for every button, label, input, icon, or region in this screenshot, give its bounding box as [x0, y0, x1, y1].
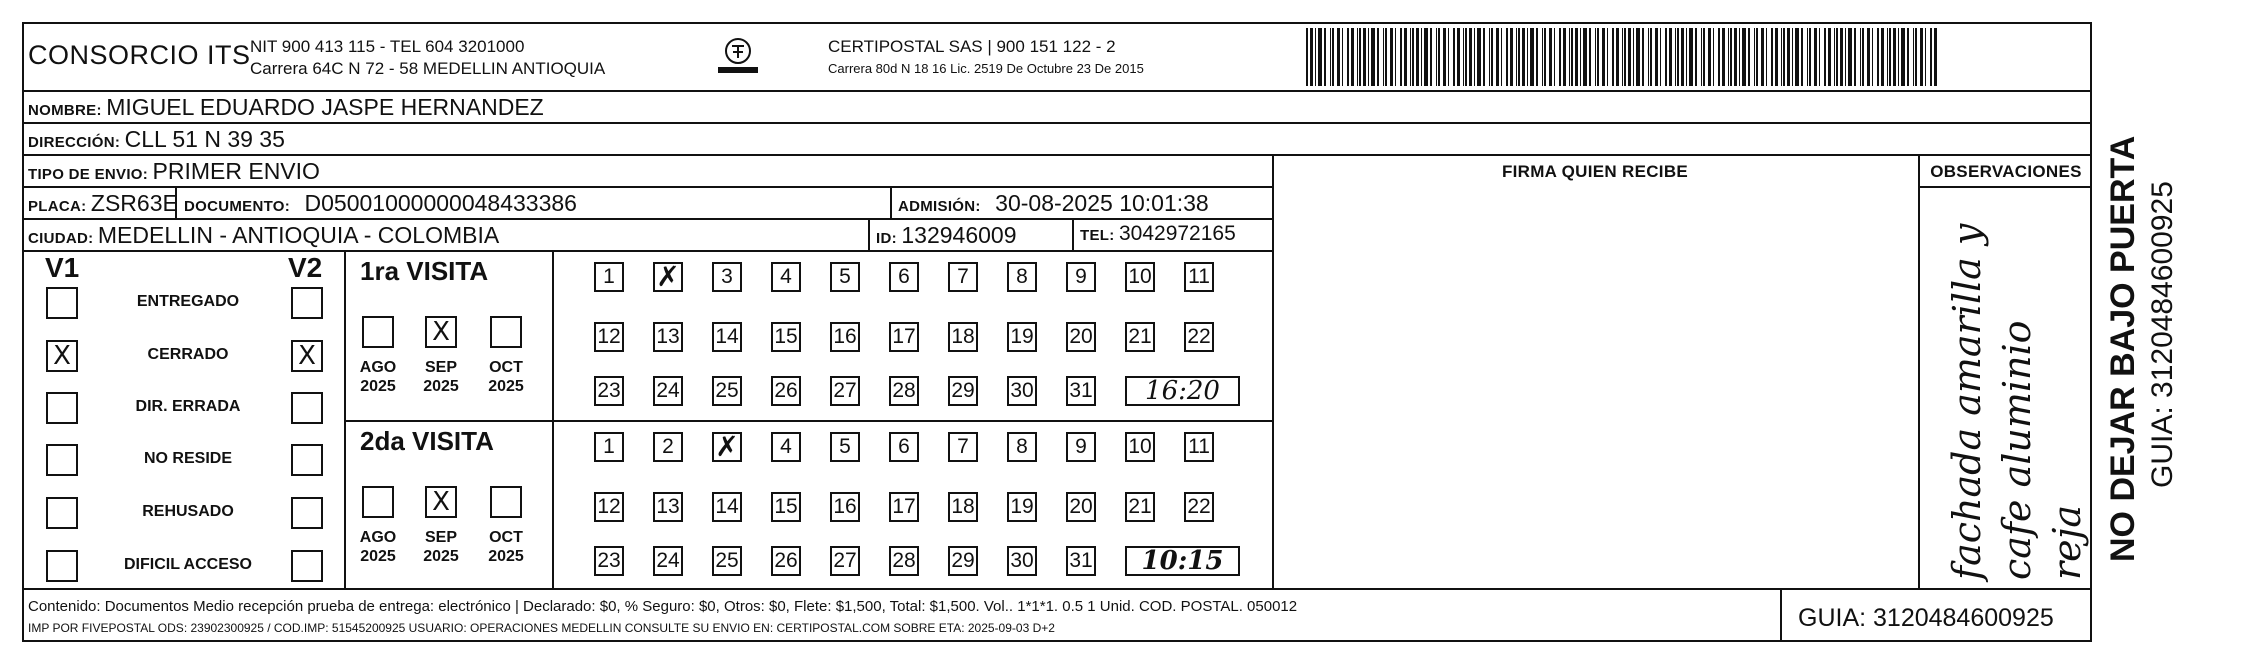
visit-day-box[interactable]: 20: [1066, 322, 1096, 352]
visit-title: 2da VISITA: [360, 426, 494, 456]
documento-field: [184, 190, 577, 217]
visit-day-box[interactable]: 22: [1184, 492, 1214, 522]
visit-month-label: [481, 528, 531, 566]
status-label: ENTREGADO: [136, 293, 240, 310]
status-v2-checkbox[interactable]: [291, 392, 323, 424]
status-v1-checkbox[interactable]: [46, 392, 78, 424]
visit-day-box[interactable]: 30: [1007, 376, 1037, 406]
visit-day-box[interactable]: 24: [653, 546, 683, 576]
month-name: SEP: [424, 529, 457, 546]
visit-day-box[interactable]: 6: [889, 262, 919, 292]
visit-day-box[interactable]: ✗: [712, 432, 742, 462]
visit-day-box[interactable]: 12: [594, 492, 624, 522]
visit-month-checkbox[interactable]: [490, 486, 522, 518]
visit-day-box[interactable]: 2: [653, 432, 683, 462]
month-name: SEP: [424, 359, 457, 376]
observacion-line-1: fachada amarilla y: [1945, 223, 1989, 580]
month-name: AGO: [359, 529, 397, 546]
visit-day-box[interactable]: 26: [771, 376, 801, 406]
no-dejar-bajo-puerta: NO DEJAR BAJO PUERTA: [2104, 135, 2142, 562]
visit-day-box[interactable]: 31: [1066, 546, 1096, 576]
status-label: DIFICIL ACCESO: [123, 556, 252, 573]
visit-month-label: [353, 528, 403, 566]
visit-day-box[interactable]: 10: [1125, 432, 1155, 462]
month-year: 2025: [360, 378, 396, 395]
visit-day-box[interactable]: 20: [1066, 492, 1096, 522]
placa-value: ZSR63E: [90, 190, 178, 216]
visit-day-box[interactable]: 17: [889, 322, 919, 352]
visit-day-box[interactable]: 15: [771, 492, 801, 522]
v1-label: V1: [45, 252, 80, 283]
visit-day-box[interactable]: 6: [889, 432, 919, 462]
visit-day-box[interactable]: 14: [712, 492, 742, 522]
visit-day-box[interactable]: 18: [948, 492, 978, 522]
visit-day-box[interactable]: 24: [653, 376, 683, 406]
nombre-label: NOMBRE:: [28, 102, 102, 119]
visit-day-box[interactable]: 28: [889, 376, 919, 406]
ciudad-row: [28, 222, 499, 249]
tel-label: TEL:: [1080, 227, 1115, 244]
nombre-value: MIGUEL EDUARDO JASPE HERNANDEZ: [106, 94, 544, 120]
visit-month-label: [416, 528, 466, 566]
visit-month-checkbox[interactable]: [362, 486, 394, 518]
visit-day-box[interactable]: 5: [830, 432, 860, 462]
status-v1-checkbox[interactable]: X: [46, 340, 78, 372]
id-field: [876, 222, 1016, 249]
status-v1-checkbox[interactable]: [46, 287, 78, 319]
status-v1-checkbox[interactable]: [46, 444, 78, 476]
visit-day-box[interactable]: 29: [948, 376, 978, 406]
visit-month-checkbox[interactable]: X: [425, 316, 457, 348]
footer-contenido: Contenido: Documentos Medio recepción prueba de entrega: electrónico | Declarado: $0, % Seguro: $0, Otros: $0, Flete: $1,500, Total: $1,500. Vol.. 1*1*1. 0.5 1 Unid. COD. POSTAL. 050012: [28, 598, 1298, 615]
company-address-line: Carrera 64C N 72 - 58 MEDELLIN ANTIOQUIA: [250, 59, 606, 78]
observacion-line-3: reja: [2045, 504, 2089, 580]
firma-area[interactable]: [1272, 186, 1918, 588]
month-name: AGO: [359, 359, 397, 376]
observaciones-label: OBSERVACIONES: [1930, 162, 2082, 181]
status-label: NO RESIDE: [143, 450, 232, 467]
direccion-value: CLL 51 N 39 35: [124, 126, 285, 152]
visit-day-box[interactable]: 3: [712, 262, 742, 292]
visit-day-box[interactable]: 18: [948, 322, 978, 352]
visit-day-box[interactable]: 9: [1066, 432, 1096, 462]
visit-day-box[interactable]: 14: [712, 322, 742, 352]
visit-day-box[interactable]: 29: [948, 546, 978, 576]
status-v2-checkbox[interactable]: [291, 287, 323, 319]
status-v1-checkbox[interactable]: [46, 550, 78, 582]
visit-day-box[interactable]: 5: [830, 262, 860, 292]
status-label: CERRADO: [147, 346, 229, 363]
visit-day-box[interactable]: 31: [1066, 376, 1096, 406]
visit-month-checkbox[interactable]: [362, 316, 394, 348]
month-year: 2025: [423, 378, 459, 395]
placa-row: [28, 190, 178, 217]
status-v2-checkbox[interactable]: [291, 497, 323, 529]
admision-label: ADMISIÓN:: [898, 198, 981, 215]
direccion-row: [28, 126, 285, 153]
month-year: 2025: [488, 548, 524, 565]
visit-day-box[interactable]: 7: [948, 432, 978, 462]
status-label: REHUSADO: [142, 503, 234, 520]
firma-label: FIRMA QUIEN RECIBE: [1501, 162, 1689, 181]
certipostal-address-line: Carrera 80d N 18 16 Lic. 2519 De Octubre 23 De 2015: [828, 61, 1144, 76]
month-name: OCT: [489, 359, 523, 376]
tipo-envio-value: PRIMER ENVIO: [152, 158, 320, 184]
visit-day-box[interactable]: 21: [1125, 492, 1155, 522]
month-name: OCT: [489, 529, 523, 546]
visit-day-box[interactable]: 17: [889, 492, 919, 522]
visit-day-box[interactable]: 27: [830, 546, 860, 576]
visit-day-box[interactable]: 16: [830, 322, 860, 352]
visit-day-box[interactable]: 23: [594, 546, 624, 576]
visit-month-label: [416, 358, 466, 396]
visit-day-box[interactable]: 15: [771, 322, 801, 352]
status-v2-checkbox[interactable]: [291, 550, 323, 582]
visit-day-box[interactable]: 30: [1007, 546, 1037, 576]
visit-day-box[interactable]: 4: [771, 432, 801, 462]
visit-day-box[interactable]: 19: [1007, 492, 1037, 522]
id-value: 132946009: [901, 222, 1017, 248]
visit-time-box[interactable]: 10:15: [1125, 546, 1240, 576]
visit-day-box[interactable]: 9: [1066, 262, 1096, 292]
status-v2-checkbox[interactable]: X: [291, 340, 323, 372]
visit-day-box[interactable]: 13: [653, 492, 683, 522]
footer-impresion: IMP POR FIVEPOSTAL ODS: 23902300925 / COD.IMP: 51545200925 USUARIO: OPERACIONES MEDELLIN CONSULTE SU ENVIO EN: CERTIPOSTAL.COM SOBRE ETA: 2025-09-03 D+2: [28, 621, 1055, 635]
visit-day-box[interactable]: 27: [830, 376, 860, 406]
visit-day-box[interactable]: 25: [712, 376, 742, 406]
visit-day-box[interactable]: 8: [1007, 262, 1037, 292]
visit-month-checkbox[interactable]: [490, 316, 522, 348]
month-year: 2025: [360, 548, 396, 565]
visit-month-label: [481, 358, 531, 396]
visit-day-box[interactable]: 1: [594, 262, 624, 292]
company-name: CONSORCIO ITS: [28, 40, 251, 70]
tel-value: 3042972165: [1118, 222, 1236, 245]
admision-value: 30-08-2025 10:01:38: [995, 190, 1209, 216]
visit-day-box[interactable]: 10: [1125, 262, 1155, 292]
visit-day-box[interactable]: 23: [594, 376, 624, 406]
visit-day-box[interactable]: ✗: [653, 262, 683, 292]
visit-day-box[interactable]: 28: [889, 546, 919, 576]
visit-day-box[interactable]: 4: [771, 262, 801, 292]
visit-day-box[interactable]: 25: [712, 546, 742, 576]
documento-value: D05001000000048433386: [304, 190, 577, 216]
visit-day-box[interactable]: 12: [594, 322, 624, 352]
certipostal-nit-line: CERTIPOSTAL SAS | 900 151 122 - 2: [828, 37, 1116, 56]
visit-day-box[interactable]: 13: [653, 322, 683, 352]
footer-guia: GUIA: 3120484600925: [1798, 604, 2054, 632]
month-year: 2025: [488, 378, 524, 395]
nombre-row: [28, 94, 544, 121]
visit-day-box[interactable]: 11: [1184, 432, 1214, 462]
visit-title: 1ra VISITA: [360, 256, 489, 286]
visit-day-box[interactable]: 16: [830, 492, 860, 522]
side-guia: GUIA: 3120484600925: [2146, 181, 2179, 488]
visit-day-box[interactable]: 26: [771, 546, 801, 576]
documento-label: DOCUMENTO:: [184, 198, 291, 215]
visit-day-box[interactable]: 21: [1125, 322, 1155, 352]
ciudad-label: CIUDAD:: [28, 230, 94, 247]
visit-day-box[interactable]: 22: [1184, 322, 1214, 352]
observacion-line-2: cafe aluminio: [1995, 320, 2039, 580]
visit-day-box[interactable]: 8: [1007, 432, 1037, 462]
visit-month-checkbox[interactable]: X: [425, 486, 457, 518]
tel-field: [1080, 222, 1236, 246]
v2-label: V2: [288, 252, 323, 283]
visit-day-box[interactable]: 1: [594, 432, 624, 462]
visit-day-box[interactable]: 19: [1007, 322, 1037, 352]
visit-month-label: [353, 358, 403, 396]
visit-day-box[interactable]: 7: [948, 262, 978, 292]
tipo-envio-row: [28, 158, 320, 185]
status-label: DIR. ERRADA: [135, 398, 241, 415]
status-v1-checkbox[interactable]: [46, 497, 78, 529]
month-year: 2025: [423, 548, 459, 565]
direccion-label: DIRECCIÓN:: [28, 134, 121, 151]
visit-day-box[interactable]: 11: [1184, 262, 1214, 292]
admision-field: [898, 190, 1209, 217]
company-nit-line: NIT 900 413 115 - TEL 604 3201000: [250, 37, 525, 56]
placa-label: PLACA:: [28, 198, 87, 215]
ciudad-value: MEDELLIN - ANTIOQUIA - COLOMBIA: [97, 222, 500, 248]
visit-time-box[interactable]: 16:20: [1125, 376, 1240, 406]
tipo-envio-label: TIPO DE ENVIO:: [28, 166, 149, 183]
status-v2-checkbox[interactable]: [291, 444, 323, 476]
id-label: ID:: [876, 230, 897, 247]
